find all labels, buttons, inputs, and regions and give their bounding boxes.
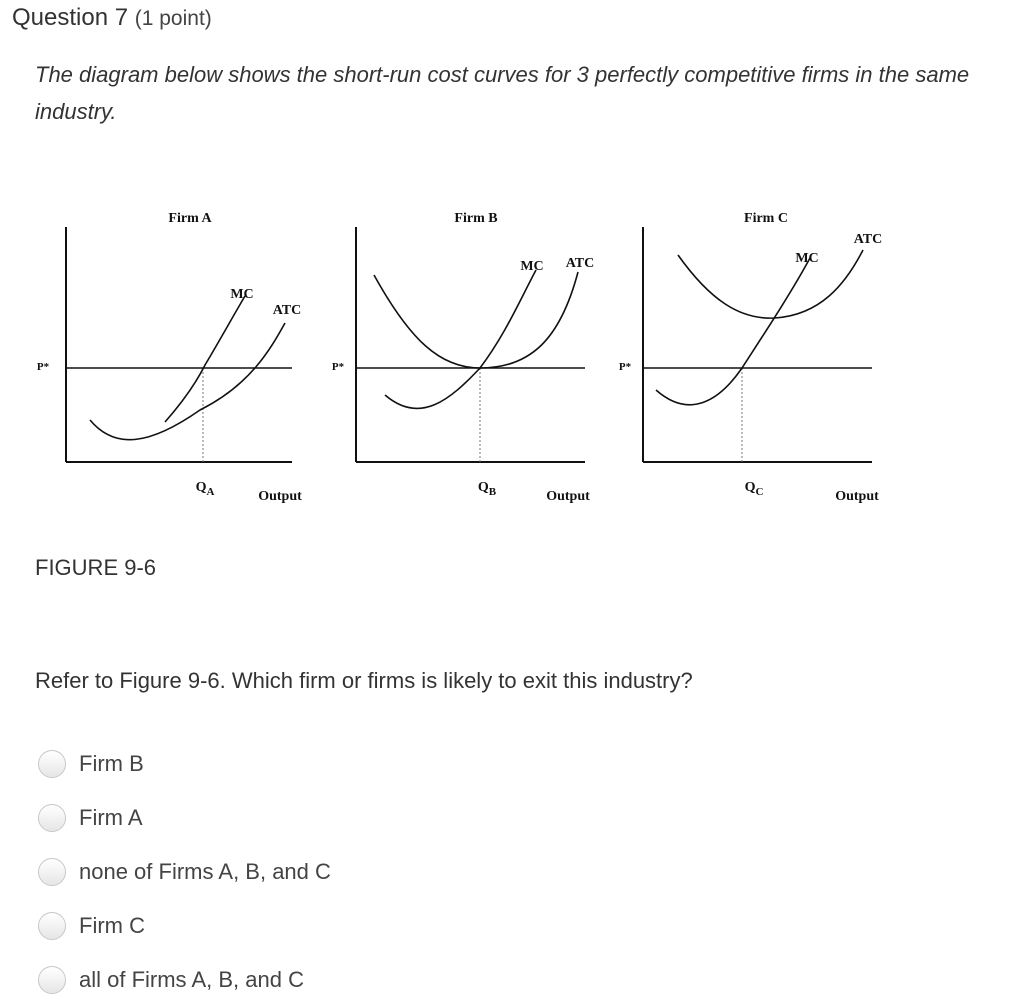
figure-9-6 bbox=[0, 200, 1024, 520]
figure-caption: FIGURE 9-6 bbox=[35, 555, 157, 580]
x-axis-label: Output bbox=[546, 489, 590, 504]
answer-options bbox=[38, 737, 331, 1007]
cost-curves-diagram bbox=[0, 200, 1024, 520]
panel-title: Firm C bbox=[744, 211, 788, 226]
atc-curve bbox=[374, 272, 578, 368]
option-label: Firm C bbox=[79, 913, 145, 938]
question-prompt: The diagram below shows the short-run cost curves for 3 perfectly competitive firms in the same industry. bbox=[35, 62, 970, 124]
x-axis-label: Output bbox=[835, 489, 879, 504]
mc-curve bbox=[656, 258, 810, 405]
quantity-label: $Q_B$ bbox=[477, 480, 497, 498]
price-label: P* bbox=[331, 361, 345, 373]
radio-button[interactable] bbox=[38, 858, 66, 886]
option-firm-a[interactable] bbox=[38, 791, 331, 845]
atc-label: ATC bbox=[272, 303, 302, 318]
panel-firm-c bbox=[619, 211, 882, 504]
option-label: none of Firms A, B, and C bbox=[79, 859, 331, 884]
radio-button[interactable] bbox=[38, 966, 66, 994]
mc-label: MC bbox=[230, 287, 254, 302]
radio-button[interactable] bbox=[38, 912, 66, 940]
option-none[interactable] bbox=[38, 845, 331, 899]
quantity-label: $Q_A$ bbox=[195, 480, 215, 498]
mc-label: MC bbox=[520, 259, 544, 274]
option-label: all of Firms A, B, and C bbox=[79, 967, 304, 992]
question-title: Question 7 bbox=[12, 4, 129, 31]
question-points: (1 point) bbox=[134, 7, 212, 30]
atc-label: ATC bbox=[853, 232, 883, 247]
atc-label: ATC bbox=[565, 256, 595, 271]
option-firm-b[interactable] bbox=[38, 737, 331, 791]
panel-title: Firm B bbox=[454, 211, 498, 226]
mc-curve bbox=[385, 270, 536, 408]
mc-curve bbox=[165, 296, 245, 422]
radio-button[interactable] bbox=[38, 750, 66, 778]
question-header bbox=[12, 4, 212, 32]
quantity-label: $Q_C$ bbox=[744, 480, 764, 498]
option-label: Firm B bbox=[79, 751, 144, 776]
x-axis-label: Output bbox=[258, 489, 302, 504]
price-label: P* bbox=[618, 361, 632, 373]
radio-button[interactable] bbox=[38, 804, 66, 832]
quantity-subscript: B bbox=[488, 486, 497, 498]
question-text: Refer to Figure 9-6. Which firm or firms is likely to exit this industry? bbox=[35, 668, 693, 693]
option-firm-c[interactable] bbox=[38, 899, 331, 953]
option-all[interactable] bbox=[38, 953, 331, 1007]
option-label: Firm A bbox=[79, 805, 143, 830]
atc-curve bbox=[90, 323, 285, 440]
quantity-subscript: C bbox=[755, 486, 764, 498]
panel-firm-b bbox=[332, 211, 594, 504]
atc-curve bbox=[678, 250, 863, 318]
panel-firm-a bbox=[37, 211, 302, 504]
quantity-subscript: A bbox=[206, 486, 215, 498]
panel-title: Firm A bbox=[168, 211, 212, 226]
mc-label: MC bbox=[795, 251, 819, 266]
price-label: P* bbox=[36, 361, 50, 373]
